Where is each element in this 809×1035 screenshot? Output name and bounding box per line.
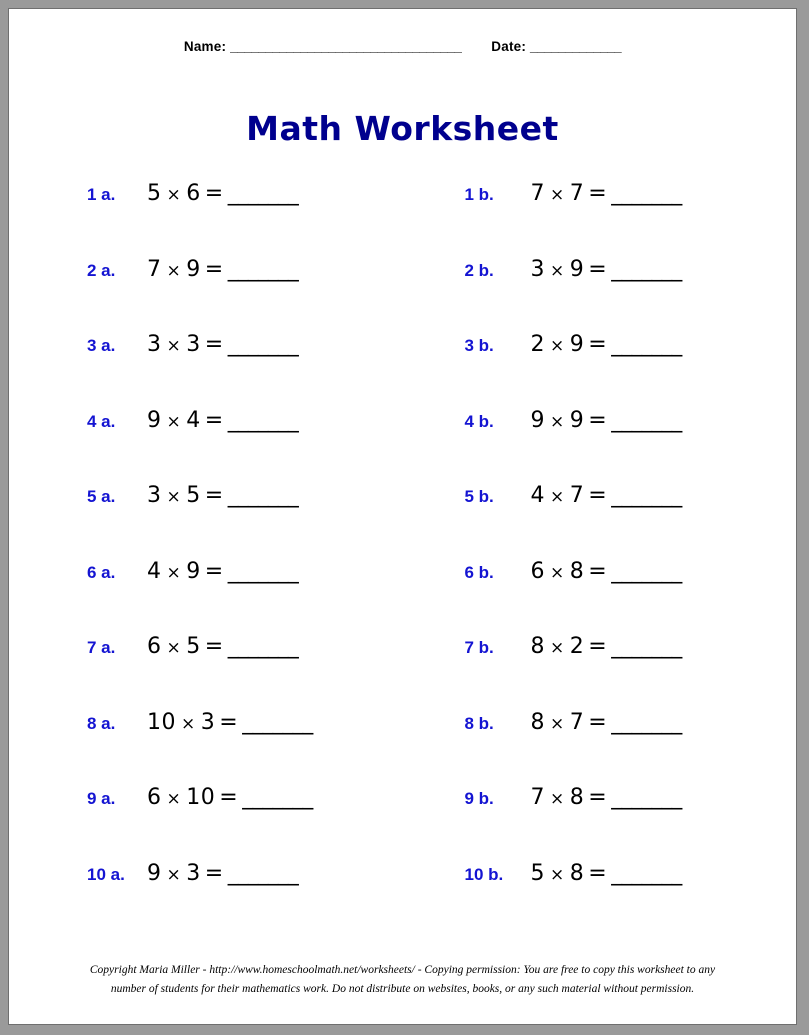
problem-expression: [147, 634, 298, 659]
operand-left: 3: [147, 483, 162, 508]
problem-item: [403, 181, 797, 206]
problem-item: [403, 257, 797, 282]
operand-left: 3: [530, 256, 545, 282]
operand-right: 8: [569, 860, 585, 886]
equals-icon: =: [204, 483, 224, 508]
problem-item: [9, 257, 403, 282]
problem-row: [9, 483, 796, 559]
multiply-icon: ×: [166, 789, 182, 809]
problem-expression: [531, 483, 682, 508]
operand-right: 9: [186, 256, 201, 282]
problem-expression: [147, 257, 298, 282]
problem-expression: [147, 408, 298, 433]
multiply-icon: ×: [166, 411, 182, 432]
problem-expression: [531, 408, 682, 433]
equals-icon: =: [588, 634, 608, 659]
operand-left: 5: [530, 860, 545, 886]
answer-blank[interactable]: _______: [611, 256, 682, 282]
problem-expression: [531, 861, 682, 886]
operand-right: 9: [186, 558, 201, 584]
problem-item: [403, 483, 797, 508]
problem-expression: [531, 634, 682, 659]
equals-icon: =: [204, 256, 224, 282]
answer-blank[interactable]: _______: [227, 256, 298, 282]
operand-left: 9: [147, 407, 162, 433]
operand-right: 6: [186, 181, 201, 206]
copyright-footer: [9, 961, 796, 1000]
operand-right: 9: [569, 407, 585, 433]
page-title: Math Worksheet: [246, 109, 559, 148]
multiply-icon: ×: [166, 638, 182, 658]
problem-expression: [531, 332, 682, 357]
equals-icon: =: [204, 860, 224, 886]
operand-right: 8: [569, 785, 585, 810]
operand-left: 7: [147, 256, 162, 282]
operand-left: 6: [147, 634, 162, 659]
equals-icon: =: [588, 860, 608, 886]
operand-left: 2: [530, 332, 545, 357]
equals-icon: =: [219, 709, 239, 735]
problem-expression: [147, 483, 298, 508]
answer-blank[interactable]: _______: [611, 558, 682, 584]
problem-item: [9, 861, 403, 886]
problem-number: 1 a.: [87, 185, 116, 204]
problem-number: 5 a.: [87, 487, 116, 506]
problem-item: [9, 332, 403, 357]
problem-item: [9, 408, 403, 433]
multiply-icon: ×: [166, 185, 182, 205]
multiply-icon: ×: [550, 562, 565, 583]
equals-icon: =: [588, 332, 608, 357]
operand-right: 7: [569, 483, 585, 508]
equals-icon: =: [588, 181, 608, 206]
problem-item: [9, 785, 403, 810]
problem-item: [9, 634, 403, 659]
operand-right: 3: [186, 332, 201, 357]
problem-item: [403, 634, 797, 659]
problem-item: [9, 181, 403, 206]
problem-expression: [147, 785, 312, 810]
operand-left: 4: [530, 483, 545, 508]
equals-icon: =: [204, 558, 224, 584]
problem-item: [9, 710, 403, 735]
answer-blank[interactable]: _______: [227, 483, 298, 508]
operand-right: 3: [186, 860, 201, 886]
answer-blank[interactable]: _______: [611, 860, 682, 886]
multiply-icon: ×: [550, 638, 565, 658]
problem-item: [403, 861, 797, 886]
multiply-icon: ×: [550, 864, 565, 885]
multiply-icon: ×: [550, 411, 565, 432]
operand-right: 3: [200, 709, 216, 735]
multiply-icon: ×: [166, 562, 182, 583]
operand-right: 9: [569, 256, 585, 282]
operand-right: 2: [569, 634, 585, 659]
problem-row: [9, 634, 796, 710]
equals-icon: =: [204, 407, 224, 433]
problem-number: 4 b.: [464, 411, 494, 431]
equals-icon: =: [588, 558, 608, 584]
name-label: Name:: [183, 39, 227, 54]
problem-number: 10 b.: [464, 864, 504, 884]
name-date-header: [9, 39, 796, 54]
answer-blank[interactable]: _______: [227, 181, 298, 206]
problem-item: [403, 710, 797, 735]
problem-row: [9, 332, 796, 408]
answer-blank[interactable]: _______: [611, 634, 682, 659]
problem-row: [9, 785, 796, 861]
equals-icon: =: [204, 332, 224, 357]
problem-row: [9, 408, 796, 484]
operand-left: 4: [147, 558, 162, 584]
multiply-icon: ×: [166, 260, 182, 281]
problem-item: [403, 559, 797, 584]
problem-row: [9, 257, 796, 333]
answer-blank[interactable]: _______: [611, 785, 682, 810]
problem-expression: [531, 710, 682, 735]
answer-blank[interactable]: _______: [611, 407, 682, 433]
name-blank[interactable]: _________________________________: [230, 39, 462, 54]
answer-blank[interactable]: _______: [227, 558, 298, 584]
equals-icon: =: [204, 181, 224, 206]
problem-number: 3 b.: [464, 336, 494, 355]
equals-icon: =: [204, 634, 224, 659]
problem-item: [403, 332, 797, 357]
problem-number: 2 a.: [87, 260, 116, 280]
problem-expression: [147, 332, 298, 357]
multiply-icon: ×: [550, 260, 565, 281]
operand-left: 9: [147, 860, 162, 886]
operand-left: 10: [147, 709, 176, 735]
worksheet-page: [8, 8, 797, 1025]
problem-number: 3 a.: [87, 336, 116, 355]
problem-expression: [147, 559, 298, 584]
problem-row: [9, 861, 796, 937]
multiply-icon: ×: [550, 487, 565, 507]
operand-right: 7: [569, 709, 585, 735]
multiply-icon: ×: [550, 185, 565, 205]
operand-left: 8: [530, 709, 545, 735]
equals-icon: =: [588, 407, 608, 433]
operand-right: 9: [569, 332, 585, 357]
multiply-icon: ×: [181, 713, 196, 734]
problem-item: [9, 483, 403, 508]
problem-number: 6 b.: [464, 562, 494, 582]
problem-number: 7 b.: [464, 638, 494, 657]
problem-expression: [147, 181, 298, 206]
multiply-icon: ×: [550, 789, 565, 809]
answer-blank[interactable]: _______: [227, 332, 298, 357]
copyright-line-1: Copyright Maria Miller - http://www.homeschoolmath.net/worksheets/ - Copying permission: You are free to copy this worksheet to any: [89, 963, 716, 976]
equals-icon: =: [588, 785, 608, 810]
problem-expression: [531, 559, 682, 584]
problem-row: [9, 710, 796, 786]
multiply-icon: ×: [550, 336, 565, 356]
answer-blank[interactable]: _______: [611, 181, 682, 206]
operand-left: 7: [530, 181, 545, 206]
answer-blank[interactable]: _______: [242, 709, 313, 735]
problem-expression: [531, 785, 682, 810]
operand-right: 4: [186, 407, 201, 433]
problem-number: 10 a.: [87, 864, 125, 884]
operand-left: 5: [147, 181, 162, 206]
problem-number: 8 b.: [464, 713, 494, 733]
problem-number: 1 b.: [464, 185, 494, 204]
operand-right: 5: [186, 634, 201, 659]
problem-expression: [531, 181, 682, 206]
operand-right: 7: [569, 181, 585, 206]
problem-expression: [147, 710, 312, 735]
problem-row: [9, 181, 796, 257]
problem-item: [403, 408, 797, 433]
problem-number: 9 a.: [87, 789, 116, 808]
problem-list: [9, 181, 796, 936]
multiply-icon: ×: [166, 487, 182, 507]
answer-blank[interactable]: _______: [227, 407, 298, 433]
date-label: Date:: [491, 39, 527, 54]
answer-blank[interactable]: _______: [227, 634, 298, 659]
operand-right: 10: [186, 785, 216, 810]
answer-blank[interactable]: _______: [227, 860, 298, 886]
multiply-icon: ×: [166, 864, 182, 885]
answer-blank[interactable]: _______: [611, 709, 682, 735]
operand-left: 9: [530, 407, 545, 433]
problem-row: [9, 559, 796, 635]
operand-left: 6: [147, 785, 162, 810]
date-blank[interactable]: _____________: [530, 39, 622, 54]
multiply-icon: ×: [550, 713, 565, 734]
problem-item: [403, 785, 797, 810]
problem-number: 7 a.: [87, 638, 116, 657]
problem-number: 8 a.: [87, 713, 116, 733]
copyright-line-2: number of students for their mathematics work. Do not distribute on websites, books, or any such material without permission.: [110, 983, 695, 996]
equals-icon: =: [588, 256, 608, 282]
operand-left: 6: [530, 558, 545, 584]
problem-expression: [531, 257, 682, 282]
operand-right: 5: [186, 483, 201, 508]
answer-blank[interactable]: _______: [611, 483, 682, 508]
multiply-icon: ×: [166, 336, 182, 356]
problem-expression: [147, 861, 298, 886]
problem-number: 2 b.: [464, 260, 494, 280]
problem-number: 9 b.: [464, 789, 494, 808]
equals-icon: =: [588, 483, 608, 508]
operand-left: 3: [147, 332, 162, 357]
problem-number: 5 b.: [464, 487, 494, 506]
problem-item: [9, 559, 403, 584]
answer-blank[interactable]: _______: [242, 785, 313, 810]
problem-number: 4 a.: [87, 411, 116, 431]
equals-icon: =: [588, 709, 608, 735]
operand-left: 7: [530, 785, 545, 810]
operand-left: 8: [530, 634, 545, 659]
answer-blank[interactable]: _______: [611, 332, 682, 357]
equals-icon: =: [219, 785, 239, 810]
problem-number: 6 a.: [87, 562, 116, 582]
operand-right: 8: [569, 558, 585, 584]
